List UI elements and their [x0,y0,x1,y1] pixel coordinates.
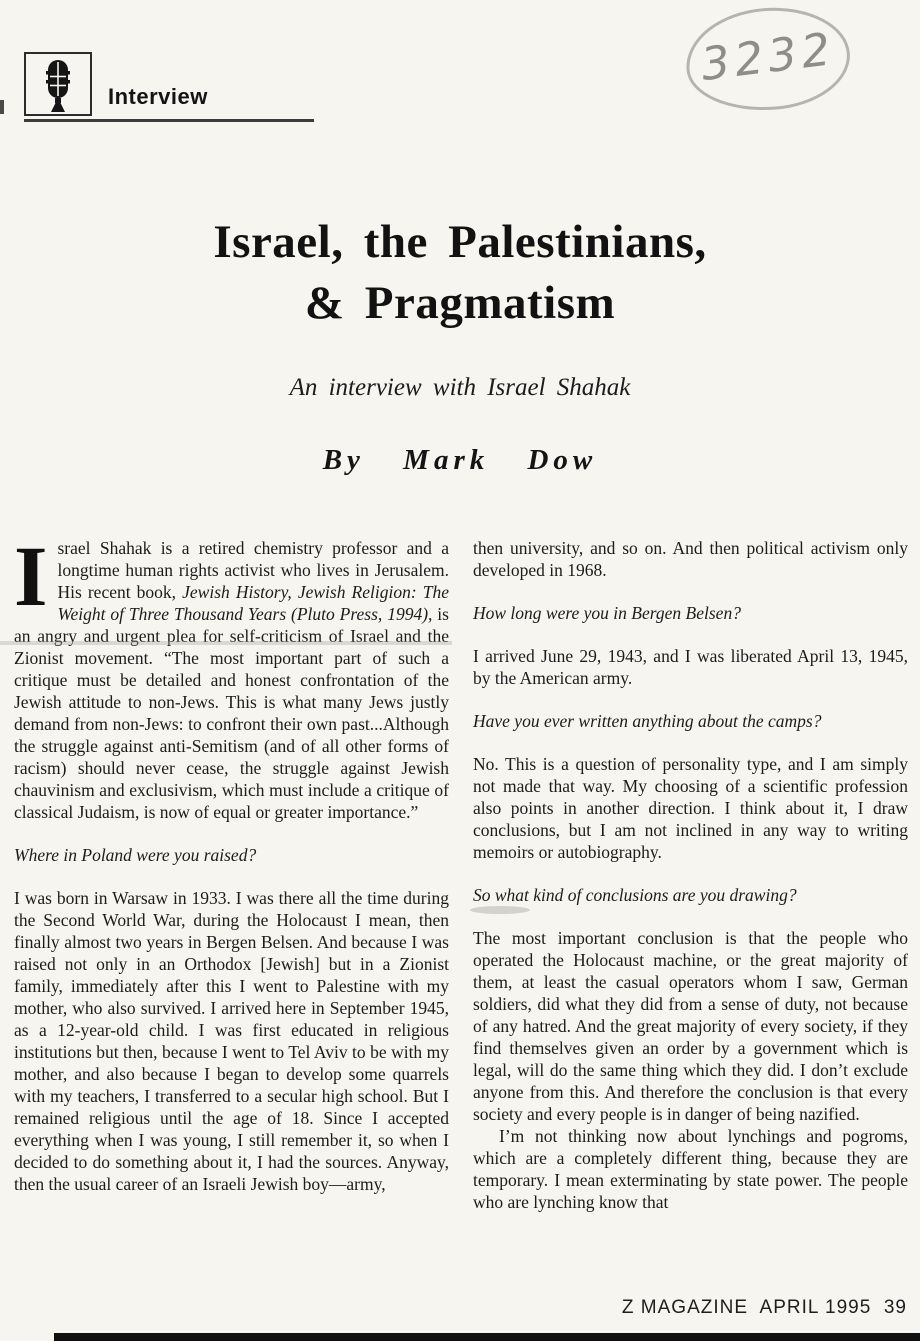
title-line-2: & Pragmatism [304,277,616,329]
article-columns [14,528,908,1213]
lead-text: is an angry and urgent plea for self-criticism of Israel and the Zionist movement. “The most important part of such a critique must be detailed and honest confrontation of the Jewish attitude to non-Jews. This is what many Jews justly demand from non-Jews: to confront their own past...Although the struggle against anti-Semitism (and of all other forms of racism) should never cease, the struggle against Jewish chauvinism and exclusivism, which must include a critique of classical Judaism, is now of equal or greater importance.” [14,604,449,822]
magazine-footer: Z MAGAZINE APRIL 1995 39 [621,1297,907,1318]
answer-paragraph: I’m not thinking now about lynchings and pogroms, which are a completely different thing, because they are temporary. I mean exterminating by state power. The people who are lynching know that [473,1126,908,1212]
book-title-italic: Jewish History, Jewish Religion: The Weight of Three Thousand Years (Pluto Press, 1994), [57,582,449,624]
answer-paragraph: I was born in Warsaw in 1933. I was there all the time during the Second World War, during the Holocaust I mean, then finally almost two years in Bergen Belsen. And because I was raised not only in an Orthodox [Jewish] but in a Zionist family, immediately after this I went to Palestine with my mother, who also survived. I arrived here in September 1945, as a 12-year-old child. I was first educated in religious institutions but then, because I went to Tel Aviv to be with my mother, and also because I began to develop some quarrels with my teachers, I transferred to a secular high school. But I remained religious until the age of 18. Since I accepted everything when I was young, I still remember it, so when I decided to do something about it, I had the sources. Anyway, then the usual career of an Israeli Jewish boy—army, [14,888,449,1194]
section-label: Interview [108,84,208,109]
article-subtitle: An interview with Israel Shahak [289,374,631,401]
handwritten-number: 3232 [697,21,838,91]
answer-paragraph: The most important conclusion is that the people who operated the Holocaust machine, or the great majority of them, at least the casual operators whom I saw, German soldiers, did what they did from a sense of duty, not because of any hatred. And the great majority of every society, if they find themselves given an order by a government which is legal, will do the same thing which they did. I don’t exclude anyone from this. And therefore the conclusion is that every society and every people is in danger of being nazified. [473,928,908,1124]
lead-text: srael Shahak is a retired chemistry professor and a longtime human rights activist who lives in Jerusalem. His recent book, [57,538,449,602]
lead-paragraph [14,528,449,823]
scan-smudge [470,906,530,914]
question-paragraph: Have you ever written anything about the camps? [473,711,822,731]
answer-paragraph: No. This is a question of personality type, and I am simply not made that way. My choosing of a scientific profession also points in another direction. I think about it, I draw conclusions, but I am not inclined in any way to writing memoirs or autobiography. [473,754,908,862]
handwritten-circle [683,2,854,115]
answer-paragraph: I arrived June 29, 1943, and I was liberated April 13, 1945, by the American army. [473,646,908,688]
title-line-1: Israel, the Palestinians, [213,216,707,268]
scan-bottom-bar [54,1333,920,1341]
section-rule [24,119,314,122]
answer-paragraph: then university, and so on. And then political activism only developed in 1968. [473,538,908,580]
drop-cap: I [14,528,48,624]
question-paragraph: So what kind of conclusions are you drawing? [473,885,797,905]
article-byline: By Mark Dow [322,444,598,476]
scan-edge-mark [0,100,4,114]
question-paragraph: Where in Poland were you raised? [14,845,257,865]
microphone-icon [40,59,76,114]
article-title [0,212,920,334]
column-right [473,537,908,1213]
scan-fold-line [0,641,452,645]
question-paragraph: How long were you in Bergen Belsen? [473,603,741,623]
column-left [14,528,449,1213]
section-icon-box [24,52,92,116]
